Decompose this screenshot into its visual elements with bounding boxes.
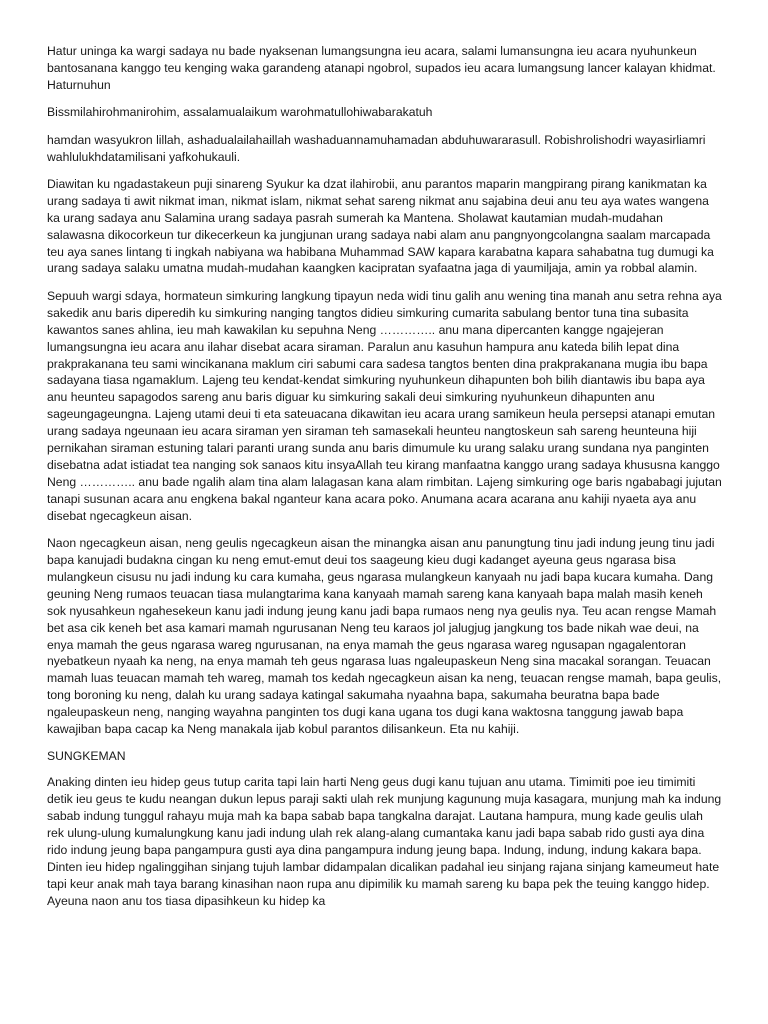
intro-announcement-paragraph: Hatur uninga ka wargi sadaya nu bade nyaksenan lumangsungna ieu acara, salami lumansungna ieu acara nyuhunkeun bantosanana kanggo teu kenging waka garandeng atanapi ngobrol, supados ieu acara lumangsung lancer kalayan khidmat. Haturnuhun — [47, 44, 716, 92]
document-page — [47, 43, 723, 920]
opening-prayer-paragraph: hamdan wasyukron lillah, ashadualailahaillah washaduannamuhamadan abduhuwararasull. Robishrolishodri wayasirliamri wahlulukhdatamilisani yafkohukauli. — [47, 132, 706, 164]
praise-and-sholawat-paragraph: Diawitan ku ngadastakeun puji sinareng Syukur ka dzat ilahirobii, anu parantos maparin mangpirang pirang kanikmatan ka urang sadaya ti awit nikmat iman, nikmat islam, nikmat sehat sareng nikmat anu sajabina deui anu teu aya wates wangena ka urang sadaya anu Salamina urang sadaya pasrah sumerah ka Mantena. Sholawat kautamian mudah-mudahan salawasna dikocorkeun tur dikecerkeun ka jungjunan urang sadaya nabi alam anu pangnyongcolangna saalam marcapada teu aya sanes lintang ti ingkah nabiyana wa habibana Muhammad SAW kapara karabatna kapara sahabatna tug dumugi ka urang sadaya salaku umatna mudah-mudahan kaangken kacipratan syafaatna jaga di yaumiljaja, amin ya robbal alamin. — [47, 176, 714, 276]
sungkeman-heading: SUNGKEMAN — [47, 749, 126, 764]
respect-and-apology-paragraph: Sepuuh wargi sdaya, hormateun simkuring langkung tipayun neda widi tinu galih anu wening tina manah anu setra rehna aya sakedik anu baris diperedih ku simkuring nanging tangtos didieu simkuring cumarita sabulang bentor tuna tina subasita kawantos sanes ahlina, ieu mah kawakilan ku sepuhna Neng ………….. anu mana dipercanten kangge ngajejeran lumangsungna ieu acara anu ilahar disebat acara siraman. Paralun anu kasuhun hampura anu kateda bilih lepat dina prakprakanana teu sami wincikanana maklum ciri sabumi cara sadesa tangtos benten dina prakprakanana mugia ibu bapa sadayana tiasa ngamaklum. Lajeng teu kendat-kendat simkuring nyuhunkeun dihapunten boh bilih diantawis ibu bapa aya anu heunteu sapagodos sareng anu baris diguar ku simkuring sakali deui simkuring nyuhunkeun dihapunten anu sageungageungna. Lajeng utami deui ti eta sateuacana dikawitan ieu acara urang samikeun heula persepsi atanapi emutan urang sadaya ngeunaan ieu acara siraman yen siraman teh samasekali heunteu nangtoskeun sah sareng heunteuna hiji pernikahan siraman estuning talari paranti urang sunda anu baris dimumule ku urang salaku urang sundana nya panginten disebatna adat istiadat tea nanging sok sanaos kitu insyaAllah teu kirang manfaatna kanggo urang sadaya khususna kanggo Neng ………….. anu bade ngalih alam tina alam lalagasan kana alam rimbitan. Lajeng simkuring oge baris ngababagi jujutan tanapi susunan acara anu engkena bakal nganteur kana acara poko. Anumana acara acarana anu kahiji nyaeta aya anu disebat ngecagkeun aisan. — [47, 288, 722, 523]
sungkeman-paragraph: Anaking dinten ieu hidep geus tutup carita tapi lain harti Neng geus dugi kanu tujuan anu utama. Timimiti poe ieu timimiti detik ieu geus te kudu neangan dukun lepus paraji sakti ulah rek munjung kagunung muja kasagara, munjung mah ka indung sabab indung tunggul rahayu muja mah ka bapa sabab bapa tangkalna darajat. Lautana hampura, mung kade geulis ulah rek ulung-ulung kumalungkung kanu jadi indung ulah rek alang-alang cumantaka kanu jadi bapa sabab rido gusti aya dina rido indung jeung bapa pangampura gusti aya dina pangampura indung jeung bapa. Indung, indung, indung kakara bapa. Dinten ieu hidep ngalinggihan sinjang tujuh lambar didampalan dicalikan padahal ieu sinjang rajana sinjang kameumeut hate tapi keur anak mah taya barang kinasihan naon rupa anu dipimilik ku mamah sareng ku bapa pek the teuing kanggo hidep. Ayeuna naon anu tos tiasa dipasihkeun ku hidep ka — [47, 775, 722, 908]
opening-greeting-paragraph: Bissmilahirohmanirohim, assalamualaikum warohmatullohiwabarakatuh — [47, 105, 433, 120]
ngecagkeun-aisan-paragraph: Naon ngecagkeun aisan, neng geulis ngecagkeun aisan the minangka aisan anu panungtung tinu jadi indung jeung tinu jadi bapa kanujadi budakna cingan ku neng emut-emut deui tos saageung kieu dugi kadanget ayeuna geus ngarasa bisa mulangkeun cisusu nu jadi indung ku cara kumaha, geus ngarasa mulangkeun kanyaah nu jadi bapa kucara kumaha. Dang geuning Neng rumaos teuacan tiasa mulangtarima kana kanyaah mamah sareng kana kanyaah bapa malah masih keneh sok nyusahkeun ngahesekeun kanu jadi indung jeung kanu jadi bapa rumaos neng nya geulis nya. Teu acan rengse Mamah bet asa cik keneh bet asa kamari mamah ngurusanan Neng teu karaos jol jalugjug jangkung tos bade nikah wae deui, na enya mamah the geus ngarasa wareg ngurusanan, na enya mamah the geus ngarasa wareg ngusapan ngagalentoran nyebatkeun nyaah ka neng, na enya mamah teh geus ngarasa luas ngaleupaskeun Neng sina macakal sorangan. Teuacan mamah luas teuacan mamah teh wareg, mamah tos kedah ngecagkeun aisan ka neng, teuacan rengse mamah, bapa geulis, tong boroning ku neng, dalah ku urang sadaya katingal sakumaha nyaahna bapa, sakumaha beuratna bapa bade ngaleupaskeun neng, nanging wayahna panginten tos dugi kana ugana tos dugi kana waktosna tanggung jawab bapa kawajiban bapa cacap ka Neng manakala ijab kobul parantos dilisankeun. Eta nu kahiji. — [47, 536, 722, 737]
